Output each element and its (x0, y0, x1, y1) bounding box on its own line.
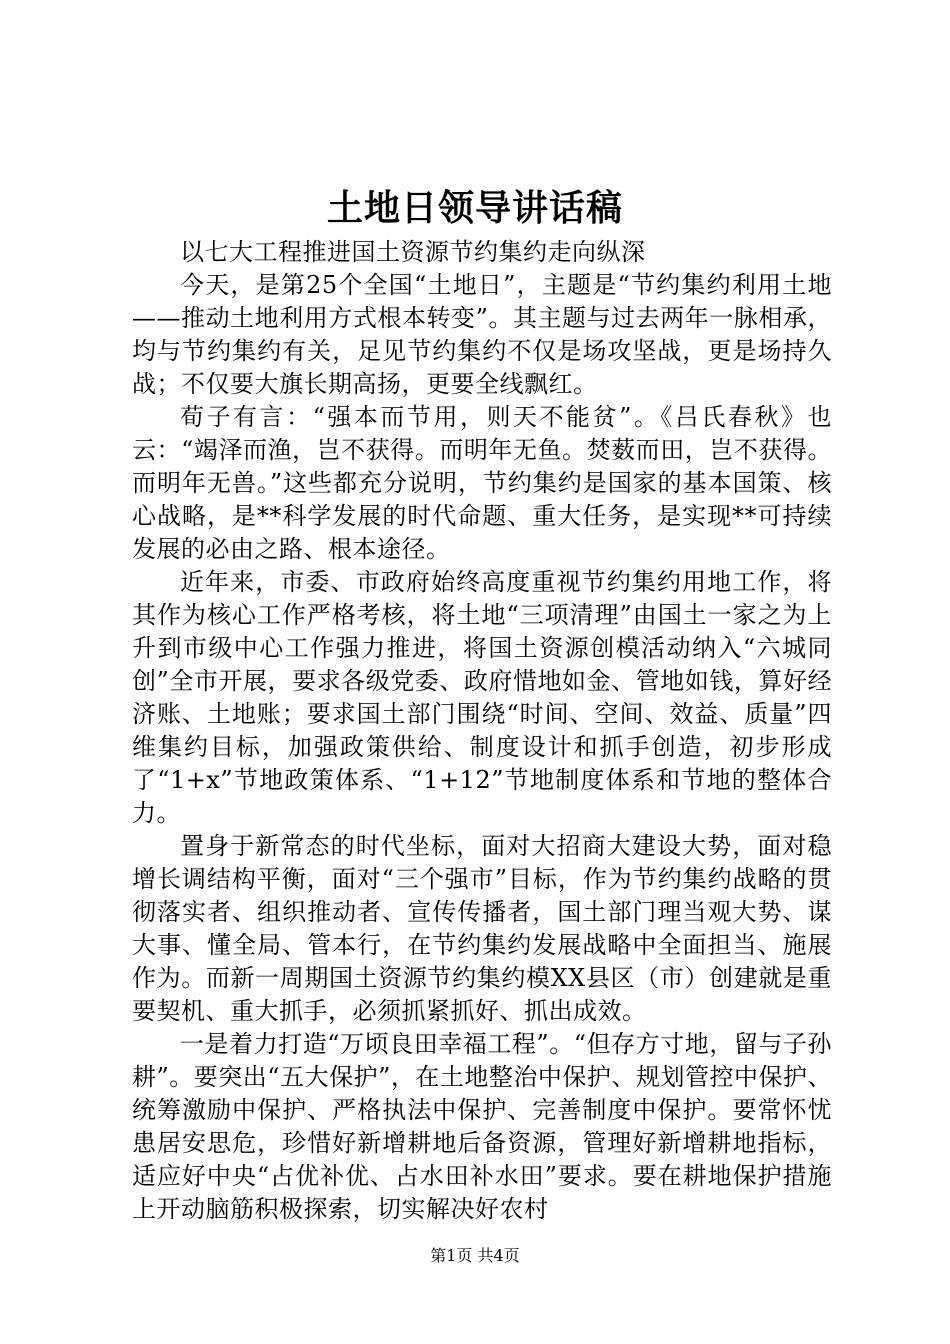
paragraph-3: 近年来，市委、市政府始终高度重视节约集约用地工作，将其作为核心工作严格考核，将土地“三项清理”由国土一家之为上升到市级中心工作强力推进，将国土资源创模活动纳入“六城同创”全市开展，要求各级党委、政府惜地如金、管地如钱，算好经济账、土地账；要求国土部门围绕“时间、空间、效益、质量”四维集约目标，加强政策供给、制度设计和抓手创造，初步形成了“1+x”节地政策体系、“1+12”节地制度体系和节地的整体合力。 (132, 568, 832, 827)
document-title: 土地日领导讲话稿 (326, 187, 623, 229)
paragraph-4: 置身于新常态的时代坐标，面对大招商大建设大势，面对稳增长调结构平衡，面对“三个强市”目标，作为节约集约战略的贯彻落实者、组织推动者、宣传传播者，国土部门理当观大势、谋大事、懂全局、管本行，在节约集约发展战略中全面担当、施展作为。而新一周期国土资源节约集约模XX县区（市）创建就是重要契机、重大抓手，必须抓紧抓好、抓出成效。 (132, 832, 832, 1025)
page-footer: 第1页 共4页 (430, 1246, 520, 1265)
paragraph-5: 一是着力打造“万顷良田幸福工程”。“但存方寸地，留与子孙耕”。要突出“五大保护”，在土地整治中保护、规划管控中保护、统筹激励中保护、严格执法中保护、完善制度中保护。要常怀忧患居安思危，珍惜好新增耕地后备资源，管理好新增耕地指标，适应好中央“占优补优、占水田补水田”要求。要在耕地保护措施上开动脑筋积极探索，切实解决好农村 (132, 1030, 832, 1223)
document-subtitle: 以七大工程推进国土资源节约集约走向纵深 (180, 238, 646, 266)
document-body (132, 236, 832, 1226)
paragraph-1: 今天，是第25个全国“土地日”，主题是“节约集约利用土地——推动土地利用方式根本转变”。其主题与过去两年一脉相承，均与节约集约有关，足见节约集约不仅是场攻坚战，更是场持久战；不仅要大旗长期高扬，更要全线飘红。 (132, 271, 832, 398)
paragraph-2: 荀子有言：“强本而节用，则天不能贫”。《吕氏春秋》也云：“竭泽而渔，岂不获得。而明年无鱼。焚薮而田，岂不获得。而明年无兽。”这些都充分说明，节约集约是国家的基本国策、核心战略，是**科学发展的时代命题、重大任务，是实现**可持续发展的必由之路、根本途径。 (132, 403, 832, 563)
